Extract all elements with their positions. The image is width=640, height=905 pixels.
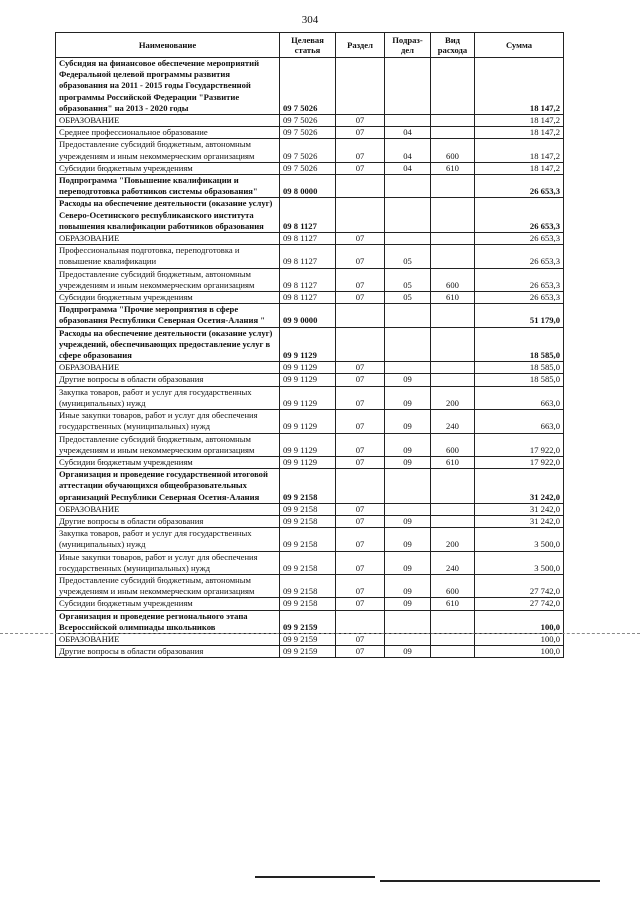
row-section: 07 (336, 598, 385, 610)
row-kind: 200 (431, 386, 475, 409)
row-sum: 31 242,0 (475, 469, 564, 504)
row-name: Организация и проведение регионального этапа Всероссийской олимпиады школьников (56, 610, 280, 633)
row-name: Закупка товаров, работ и услуг для государственных (муниципальных) нужд (56, 528, 280, 551)
row-code: 09 9 2158 (280, 574, 336, 597)
row-section (336, 304, 385, 327)
row-sum: 18 147,2 (475, 162, 564, 174)
row-section (336, 198, 385, 233)
row-code: 09 9 2158 (280, 598, 336, 610)
row-subsection (385, 175, 431, 198)
row-kind (431, 245, 475, 268)
header-section: Раздел (336, 33, 385, 58)
row-subsection (385, 362, 431, 374)
row-subsection: 09 (385, 374, 431, 386)
row-code: 09 9 1129 (280, 374, 336, 386)
table-row (56, 515, 564, 527)
row-kind (431, 610, 475, 633)
row-section (336, 469, 385, 504)
header-code: Целевая статья (280, 33, 336, 58)
row-code: 09 9 2158 (280, 503, 336, 515)
row-name: Предоставление субсидий бюджетным, автономным учреждениям и иным некоммерческим организациям (56, 139, 280, 162)
row-code: 09 9 2159 (280, 610, 336, 633)
table-body (56, 58, 564, 658)
table-row (56, 456, 564, 468)
row-subsection: 09 (385, 410, 431, 433)
table-row (56, 198, 564, 233)
row-name: ОБРАЗОВАНИЕ (56, 233, 280, 245)
row-kind (431, 175, 475, 198)
row-code: 09 9 1129 (280, 456, 336, 468)
row-subsection (385, 115, 431, 127)
row-sum: 26 653,3 (475, 175, 564, 198)
row-code: 09 9 2158 (280, 528, 336, 551)
row-sum: 26 653,3 (475, 292, 564, 304)
table-row (56, 304, 564, 327)
table-row (56, 386, 564, 409)
row-section: 07 (336, 233, 385, 245)
row-section: 07 (336, 503, 385, 515)
row-subsection (385, 58, 431, 115)
row-kind (431, 515, 475, 527)
table-row (56, 551, 564, 574)
row-name: ОБРАЗОВАНИЕ (56, 115, 280, 127)
row-name: Предоставление субсидий бюджетным, автономным учреждениям и иным некоммерческим организациям (56, 433, 280, 456)
row-code: 09 7 5026 (280, 115, 336, 127)
row-section: 07 (336, 433, 385, 456)
row-name: Иные закупки товаров, работ и услуг для обеспечения государственных (муниципальных) нужд (56, 551, 280, 574)
row-subsection (385, 610, 431, 633)
row-name: Субсидии бюджетным учреждениям (56, 598, 280, 610)
table-row (56, 598, 564, 610)
row-section: 07 (336, 633, 385, 645)
row-kind: 610 (431, 456, 475, 468)
page-number: 304 (301, 14, 319, 26)
row-code: 09 9 1129 (280, 362, 336, 374)
row-subsection: 09 (385, 574, 431, 597)
row-name: Иные закупки товаров, работ и услуг для обеспечения государственных (муниципальных) нужд (56, 410, 280, 433)
row-kind: 240 (431, 410, 475, 433)
row-section: 07 (336, 646, 385, 658)
row-name: Профессиональная подготовка, переподготовка и повышение квалификации (56, 245, 280, 268)
row-code: 09 8 1127 (280, 233, 336, 245)
row-code: 09 7 5026 (280, 127, 336, 139)
row-code: 09 9 1129 (280, 386, 336, 409)
row-subsection: 09 (385, 551, 431, 574)
header-name: Наименование (56, 33, 280, 58)
row-code: 09 7 5026 (280, 139, 336, 162)
row-section: 07 (336, 374, 385, 386)
row-section: 07 (336, 386, 385, 409)
row-name: Подпрограмма "Прочие мероприятия в сфере образования Республики Северная Осетия-Алания " (56, 304, 280, 327)
table-row (56, 268, 564, 291)
table-header-row (56, 33, 564, 58)
row-name: Субсидии бюджетным учреждениям (56, 292, 280, 304)
row-name: Закупка товаров, работ и услуг для государственных (муниципальных) нужд (56, 386, 280, 409)
table-row (56, 162, 564, 174)
row-subsection: 05 (385, 292, 431, 304)
row-sum: 31 242,0 (475, 503, 564, 515)
row-sum: 663,0 (475, 410, 564, 433)
row-kind (431, 304, 475, 327)
row-code: 09 8 1127 (280, 245, 336, 268)
table-row (56, 245, 564, 268)
row-name: ОБРАЗОВАНИЕ (56, 503, 280, 515)
row-sum: 26 653,3 (475, 268, 564, 291)
table-row (56, 574, 564, 597)
row-section (336, 175, 385, 198)
row-kind (431, 58, 475, 115)
row-section: 07 (336, 245, 385, 268)
row-name: Субсидии бюджетным учреждениям (56, 456, 280, 468)
row-kind (431, 633, 475, 645)
row-name: Субсидия на финансовое обеспечение мероприятий Федеральной целевой программы развития образования на 2011 - 2015 годы Государственной программы Российской Федерации "Развитие образования" на 2013 - 2020 годы (56, 58, 280, 115)
row-section: 07 (336, 292, 385, 304)
row-section: 07 (336, 515, 385, 527)
row-name: Организация и проведение государственной итоговой аттестации обучающихся общеобразовательных организаций Республики Северная Осетия-Алания (56, 469, 280, 504)
table-row (56, 410, 564, 433)
row-kind: 600 (431, 268, 475, 291)
row-section: 07 (336, 456, 385, 468)
row-name: Расходы на обеспечение деятельности (оказание услуг) учреждений, обеспечивающих предоставление услуг в сфере образования (56, 327, 280, 362)
row-sum: 3 500,0 (475, 528, 564, 551)
row-sum: 18 585,0 (475, 327, 564, 362)
row-section: 07 (336, 162, 385, 174)
row-subsection (385, 304, 431, 327)
row-kind (431, 327, 475, 362)
row-section: 07 (336, 127, 385, 139)
row-kind (431, 646, 475, 658)
row-code: 09 9 0000 (280, 304, 336, 327)
table-row (56, 610, 564, 633)
row-sum: 18 147,2 (475, 58, 564, 115)
row-kind (431, 115, 475, 127)
table-row (56, 127, 564, 139)
row-name: Предоставление субсидий бюджетным, автономным учреждениям и иным некоммерческим организациям (56, 268, 280, 291)
table-row (56, 503, 564, 515)
row-subsection (385, 327, 431, 362)
table-row (56, 528, 564, 551)
row-kind (431, 233, 475, 245)
row-kind: 240 (431, 551, 475, 574)
row-code: 09 9 1129 (280, 433, 336, 456)
row-sum: 31 242,0 (475, 515, 564, 527)
row-section (336, 58, 385, 115)
row-sum: 100,0 (475, 646, 564, 658)
row-name: ОБРАЗОВАНИЕ (56, 362, 280, 374)
row-subsection (385, 233, 431, 245)
row-sum: 663,0 (475, 386, 564, 409)
scan-artifact-line (0, 633, 640, 634)
row-subsection: 09 (385, 386, 431, 409)
row-kind (431, 374, 475, 386)
table-row (56, 233, 564, 245)
row-name: Расходы на обеспечение деятельности (оказание услуг) Северо-Осетинского республиканского института повышения квалификации работников образования (56, 198, 280, 233)
row-code: 09 9 1129 (280, 410, 336, 433)
row-code: 09 8 1127 (280, 268, 336, 291)
row-section: 07 (336, 139, 385, 162)
row-sum: 26 653,3 (475, 233, 564, 245)
row-name: Субсидии бюджетным учреждениям (56, 162, 280, 174)
footer-rule (380, 880, 600, 882)
row-kind: 600 (431, 139, 475, 162)
table-row (56, 374, 564, 386)
row-code: 09 9 2158 (280, 515, 336, 527)
row-name: ОБРАЗОВАНИЕ (56, 633, 280, 645)
row-sum: 18 147,2 (475, 115, 564, 127)
row-subsection: 05 (385, 268, 431, 291)
header-sum: Сумма (475, 33, 564, 58)
row-code: 09 9 1129 (280, 327, 336, 362)
row-section: 07 (336, 115, 385, 127)
budget-table (55, 32, 564, 658)
row-name: Другие вопросы в области образования (56, 646, 280, 658)
row-sum: 27 742,0 (475, 574, 564, 597)
row-sum: 26 653,3 (475, 245, 564, 268)
row-subsection: 09 (385, 433, 431, 456)
row-subsection: 09 (385, 515, 431, 527)
row-section: 07 (336, 268, 385, 291)
row-kind: 200 (431, 528, 475, 551)
table-row (56, 139, 564, 162)
row-code: 09 8 1127 (280, 292, 336, 304)
row-kind (431, 362, 475, 374)
row-subsection: 09 (385, 646, 431, 658)
row-sum: 17 922,0 (475, 456, 564, 468)
row-kind (431, 469, 475, 504)
row-sum: 3 500,0 (475, 551, 564, 574)
table-row (56, 292, 564, 304)
table-row (56, 115, 564, 127)
table-row (56, 58, 564, 115)
header-kind: Вид расхода (431, 33, 475, 58)
row-subsection: 09 (385, 456, 431, 468)
row-section (336, 610, 385, 633)
table-row (56, 362, 564, 374)
row-name: Другие вопросы в области образования (56, 515, 280, 527)
row-subsection: 09 (385, 528, 431, 551)
row-subsection (385, 198, 431, 233)
row-code: 09 7 5026 (280, 58, 336, 115)
row-subsection (385, 633, 431, 645)
row-section: 07 (336, 362, 385, 374)
row-kind (431, 127, 475, 139)
row-section: 07 (336, 551, 385, 574)
row-sum: 17 922,0 (475, 433, 564, 456)
row-code: 09 9 2159 (280, 646, 336, 658)
row-kind (431, 198, 475, 233)
row-kind: 600 (431, 574, 475, 597)
row-sum: 100,0 (475, 610, 564, 633)
row-subsection (385, 469, 431, 504)
row-name: Другие вопросы в области образования (56, 374, 280, 386)
row-kind: 610 (431, 162, 475, 174)
row-name: Предоставление субсидий бюджетным, автономным учреждениям и иным некоммерческим организациям (56, 574, 280, 597)
header-subsection: Подраз-дел (385, 33, 431, 58)
row-subsection: 04 (385, 162, 431, 174)
row-kind: 600 (431, 433, 475, 456)
row-code: 09 9 2158 (280, 551, 336, 574)
row-section (336, 327, 385, 362)
row-kind: 610 (431, 292, 475, 304)
row-sum: 26 653,3 (475, 198, 564, 233)
row-code: 09 8 1127 (280, 198, 336, 233)
table-row (56, 433, 564, 456)
row-section: 07 (336, 528, 385, 551)
row-section: 07 (336, 410, 385, 433)
table-row (56, 646, 564, 658)
table-row (56, 175, 564, 198)
row-subsection: 04 (385, 127, 431, 139)
row-sum: 18 147,2 (475, 139, 564, 162)
row-subsection: 09 (385, 598, 431, 610)
row-sum: 18 147,2 (475, 127, 564, 139)
row-kind: 610 (431, 598, 475, 610)
table-row (56, 633, 564, 645)
row-code: 09 7 5026 (280, 162, 336, 174)
row-subsection (385, 503, 431, 515)
footer-rule (255, 876, 375, 878)
row-name: Подпрограмма "Повышение квалификации и переподготовка работников системы образования" (56, 175, 280, 198)
row-sum: 18 585,0 (475, 362, 564, 374)
row-code: 09 9 2158 (280, 469, 336, 504)
table-row (56, 469, 564, 504)
row-code: 09 8 0000 (280, 175, 336, 198)
row-sum: 27 742,0 (475, 598, 564, 610)
row-sum: 51 179,0 (475, 304, 564, 327)
row-subsection: 04 (385, 139, 431, 162)
row-code: 09 9 2159 (280, 633, 336, 645)
row-sum: 100,0 (475, 633, 564, 645)
row-sum: 18 585,0 (475, 374, 564, 386)
row-kind (431, 503, 475, 515)
row-name: Среднее профессиональное образование (56, 127, 280, 139)
row-section: 07 (336, 574, 385, 597)
table-row (56, 327, 564, 362)
row-subsection: 05 (385, 245, 431, 268)
